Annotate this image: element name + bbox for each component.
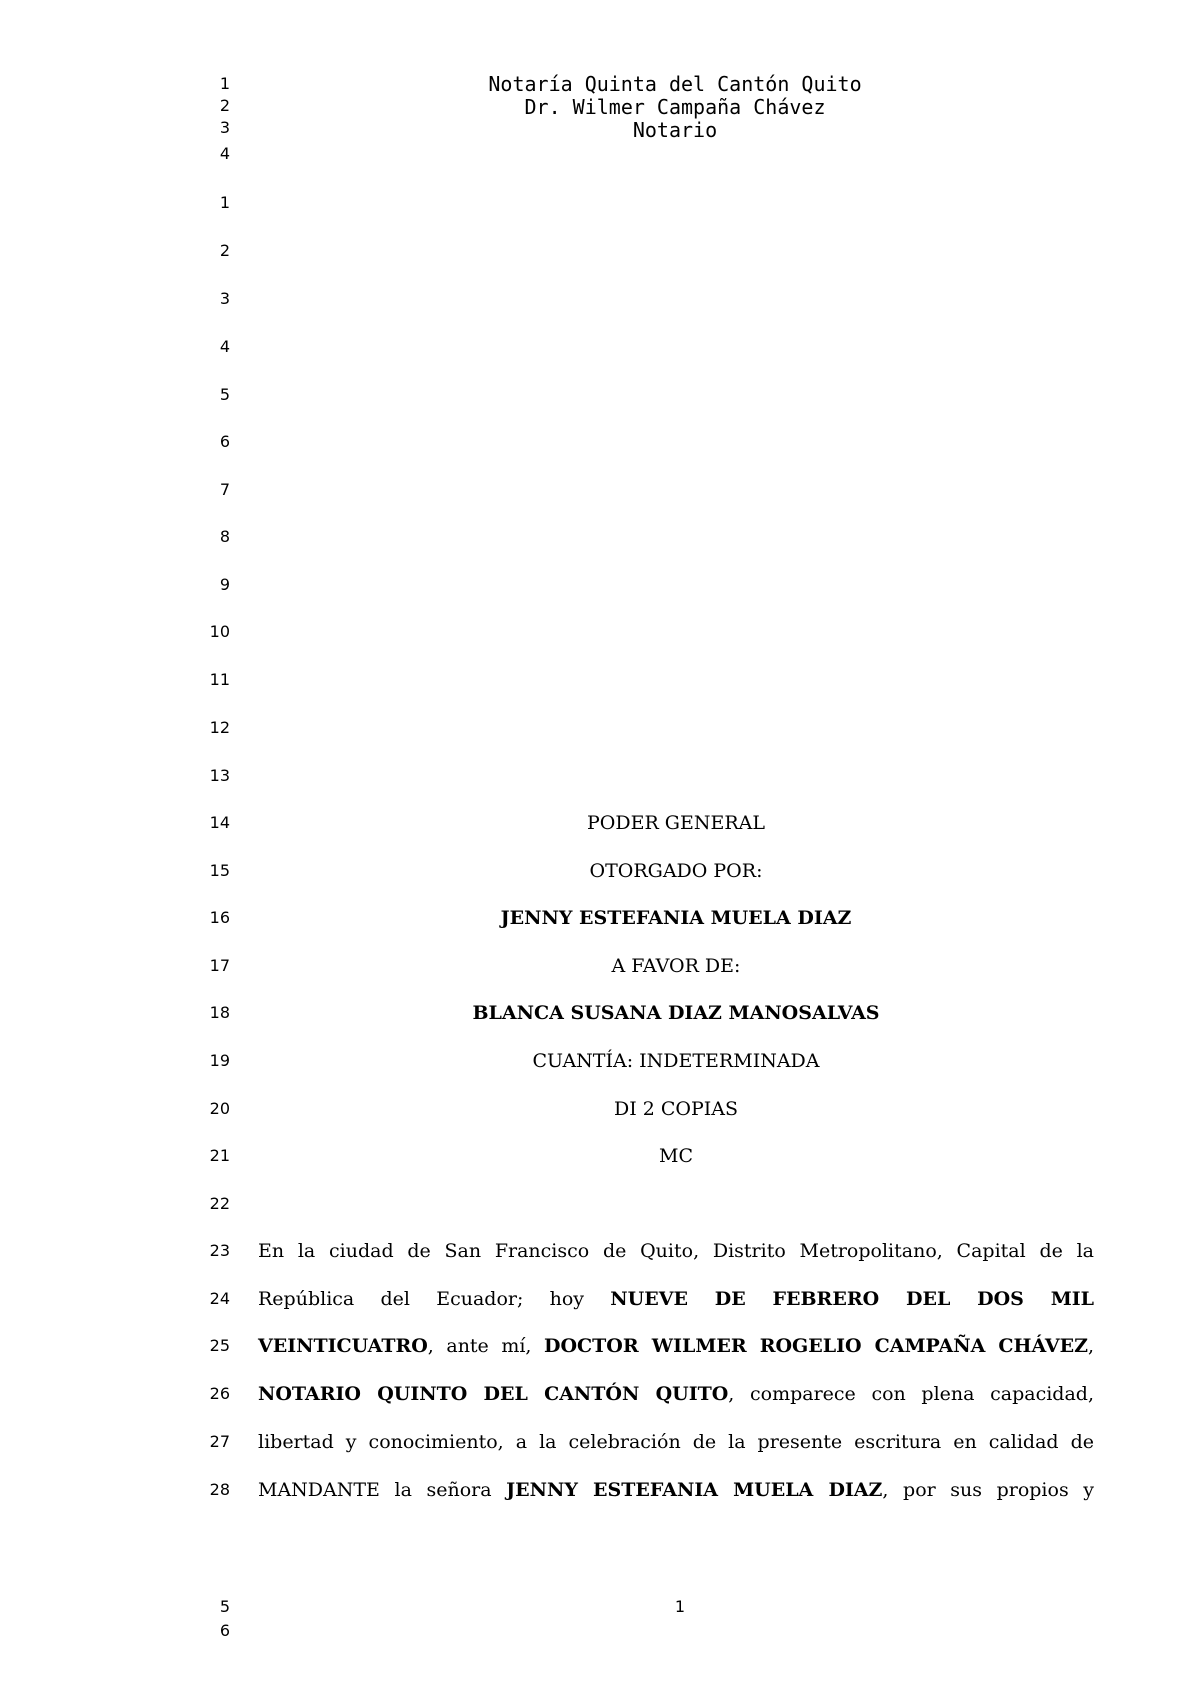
line-number: 10 [209,622,230,641]
grantor-name-inline: JENNY ESTEFANIA MUELA DIAZ [506,1479,883,1501]
line-number: 24 [209,1289,230,1308]
line-number: 18 [209,1003,230,1022]
granted-by-label: OTORGADO POR: [589,860,763,882]
line-number: 11 [209,670,230,689]
notary-full-name: DOCTOR WILMER ROGELIO CAMPAÑA CHÁVEZ [544,1335,1088,1357]
date-text: VEINTICUATRO [258,1335,428,1357]
line-number: 7 [219,480,230,499]
line-number: 25 [209,1336,230,1355]
line-number: 17 [209,956,230,975]
footer-line-number: 5 [219,1597,230,1616]
grantee-name: BLANCA SUSANA DIAZ MANOSALVAS [472,1002,880,1024]
line-number: 8 [219,527,230,546]
line-number: 27 [209,1432,230,1451]
line-number: 26 [209,1384,230,1403]
notary-name: Dr. Wilmer Campaña Chávez [524,95,826,119]
line-number: 15 [209,861,230,880]
header-line-number: 4 [219,144,230,163]
page-number: 1 [674,1597,686,1616]
body-text: , por sus propios y [882,1479,1095,1501]
header-line-number: 3 [219,118,230,137]
line-number: 28 [209,1480,230,1499]
body-text: , ante mí, [427,1335,544,1357]
body-text: República del Ecuador; hoy [258,1288,611,1310]
body-line-27: libertad y conocimiento, a la celebración de la presente escritura en calidad de [258,1431,1094,1453]
line-number: 9 [219,575,230,594]
line-number: 16 [209,908,230,927]
body-line-23: En la ciudad de San Francisco de Quito, Distrito Metropolitano, Capital de la [258,1240,1094,1262]
line-number: 23 [209,1241,230,1260]
line-number: 1 [219,193,230,212]
document-title: PODER GENERAL [587,812,765,834]
body-line-26 [258,1382,1094,1406]
line-number: 6 [219,432,230,451]
line-number: 20 [209,1099,230,1118]
date-text: NUEVE DE FEBRERO DEL DOS MIL [610,1288,1094,1310]
line-number: 19 [209,1051,230,1070]
body-line-28 [258,1478,1094,1502]
line-number: 21 [209,1146,230,1165]
notary-title: Notario [632,118,718,142]
header-line-number: 2 [219,96,230,115]
copies-line: DI 2 COPIAS [613,1098,739,1120]
line-number: 13 [209,766,230,785]
line-number: 5 [219,385,230,404]
line-number: 12 [209,718,230,737]
body-text: , comparece con plena capacidad, [728,1383,1094,1405]
body-text: MANDANTE la señora [258,1479,507,1501]
body-text: , [1087,1335,1094,1357]
line-number: 4 [219,337,230,356]
notary-office-name: Notaría Quinta del Cantón Quito [488,72,862,96]
initials-line: MC [659,1145,693,1167]
line-number: 14 [209,813,230,832]
body-line-24 [258,1287,1094,1311]
line-number: 3 [219,289,230,308]
line-number: 22 [209,1194,230,1213]
footer-line-number: 6 [219,1621,230,1640]
in-favor-of-label: A FAVOR DE: [611,955,741,977]
body-line-25 [258,1334,1094,1358]
line-number: 2 [219,241,230,260]
notary-office: NOTARIO QUINTO DEL CANTÓN QUITO [258,1383,729,1405]
grantor-name: JENNY ESTEFANIA MUELA DIAZ [500,907,852,929]
header-line-number: 1 [219,74,230,93]
amount-line: CUANTÍA: INDETERMINADA [532,1050,820,1072]
